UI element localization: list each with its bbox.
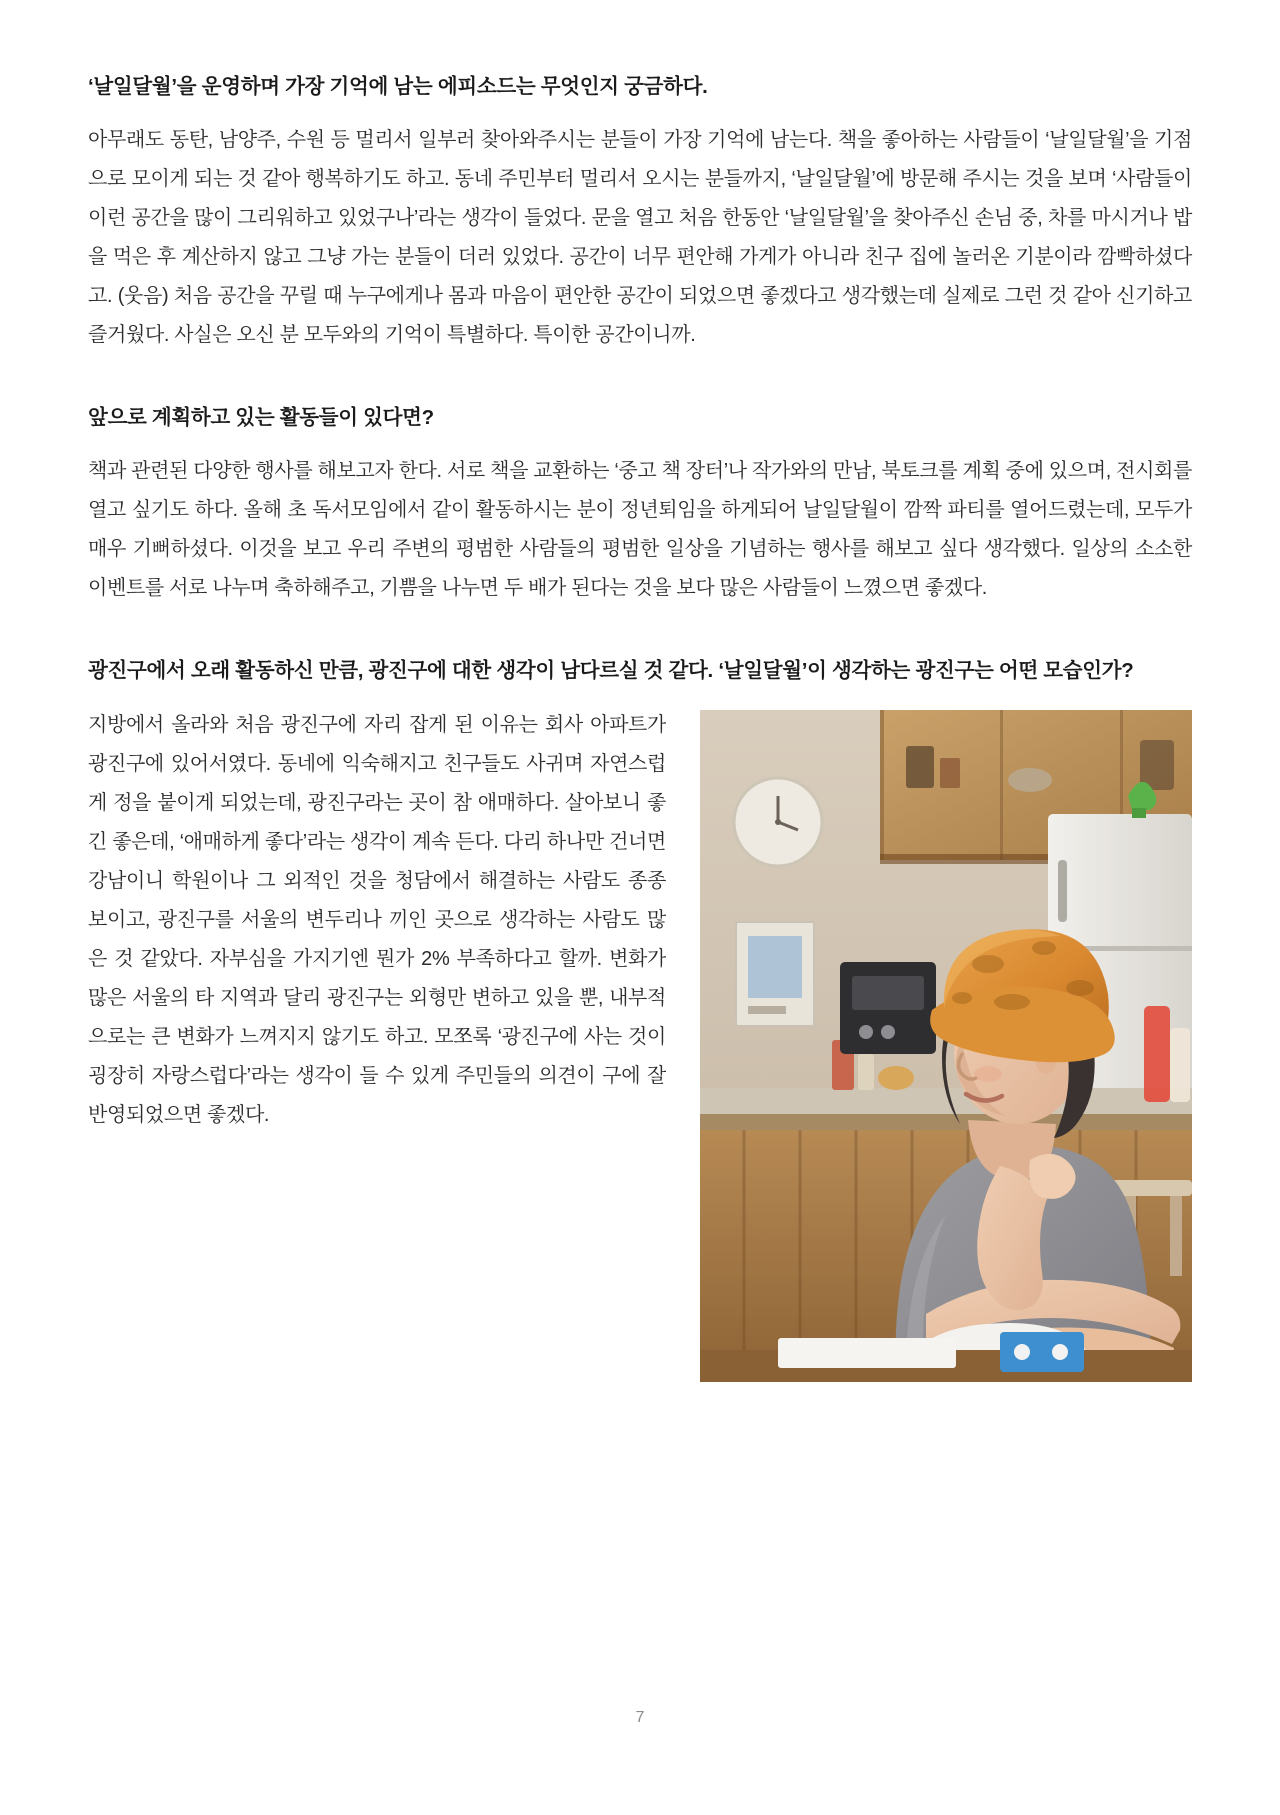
answer-text-column-3 — [88, 706, 666, 1135]
page-number: 7 — [635, 1709, 645, 1726]
question-heading-3: 광진구에서 오래 활동하신 만큼, 광진구에 대한 생각이 남다르실 것 같다. ‘날일달월’이 생각하는 광진구는 어떤 모습인가? — [88, 659, 1134, 683]
page-content — [88, 70, 1192, 1388]
question-heading-1: ‘날일달월’을 운영하며 가장 기억에 남는 에피소드는 무엇인지 궁금하다. — [88, 75, 708, 98]
qa-section-2 — [88, 401, 1192, 608]
answer-paragraph-2: 책과 관련된 다양한 행사를 해보고자 한다. 서로 책을 교환하는 ‘중고 책 장터’나 작가와의 만남, 북토크를 계획 중에 있으며, 전시회를 열고 싶기도 하다. 올해 초 독서모임에서 같이 활동하시는 분이 정년퇴임을 하게되어 날일달월이 깜짝 파티를 열어드렸는데, 모두가 매우 기뻐하셨다. 이것을 보고 우리 주변의 평범한 사람들의 평범한 일상을 기념하는 행사를 해보고 싶다 생각했다. 일상의 소소한 이벤트를 서로 나누며 축하해주고, 기쁨을 나누면 두 배가 된다는 것을 보다 많은 사람들이 느꼈으면 좋겠다. — [88, 460, 1192, 600]
qa-section-3 — [88, 654, 1192, 1134]
answer-paragraph-1: 아무래도 동탄, 남양주, 수원 등 멀리서 일부러 찾아와주시는 분들이 가장 기억에 남는다. 책을 좋아하는 사람들이 ‘날일달월’을 기점으로 모이게 되는 것 같아 행복하기도 하고. 동네 주민부터 멀리서 오시는 분들까지, ‘날일달월’에 방문해 주시는 것을 보며 ‘사람들이 이런 공간을 많이 그리워하고 있었구나’라는 생각이 들었다. 문을 열고 처음 한동안 ‘날일달월’을 찾아주신 손님 중, 차를 마시거나 밥을 먹은 후 계산하지 않고 그냥 가는 분들이 더러 있었다. 공간이 너무 편안해 가게가 아니라 친구 집에 놀러온 기분이라 깜빡하셨다고. (웃음) 처음 공간을 꾸릴 때 누구에게나 몸과 마음이 편안한 공간이 되었으면 좋겠다고 생각했는데 실제로 그런 것 같아 신기하고 즐거웠다. 사실은 오신 분 모두와의 기억이 특별하다. 특이한 공간이니까. — [88, 129, 1192, 347]
qa-section-1 — [88, 70, 1192, 355]
photo-figure — [700, 710, 1192, 1382]
question-heading-2: 앞으로 계획하고 있는 활동들이 있다면? — [88, 406, 434, 430]
portrait-illustration — [700, 710, 1192, 1382]
interview-portrait-photo — [700, 710, 1192, 1382]
answer-paragraph-3: 지방에서 올라와 처음 광진구에 자리 잡게 된 이유는 회사 아파트가 광진구에 있어서였다. 동네에 익숙해지고 친구들도 사귀며 자연스럽게 정을 붙이게 되었는데, 광진구라는 곳이 참 애매하다. 살아보니 좋긴 좋은데, ‘애매하게 좋다’라는 생각이 계속 든다. 다리 하나만 건너면 강남이니 학원이나 그 외적인 것을 청담에서 해결하는 사람도 종종 보이고, 광진구를 서울의 변두리나 끼인 곳으로 생각하는 사람도 많은 것 같았다. 자부심을 가지기엔 뭔가 2% 부족하다고 할까. 변화가 많은 서울의 타 지역과 달리 광진구는 외형만 변하고 있을 뿐, 내부적으로는 큰 변화가 느껴지지 않기도 하고. 모쪼록 ‘광진구에 사는 것이 굉장히 자랑스럽다’라는 생각이 들 수 있게 주민들의 의견이 구에 잘 반영되었으면 좋겠다. — [88, 713, 666, 1126]
